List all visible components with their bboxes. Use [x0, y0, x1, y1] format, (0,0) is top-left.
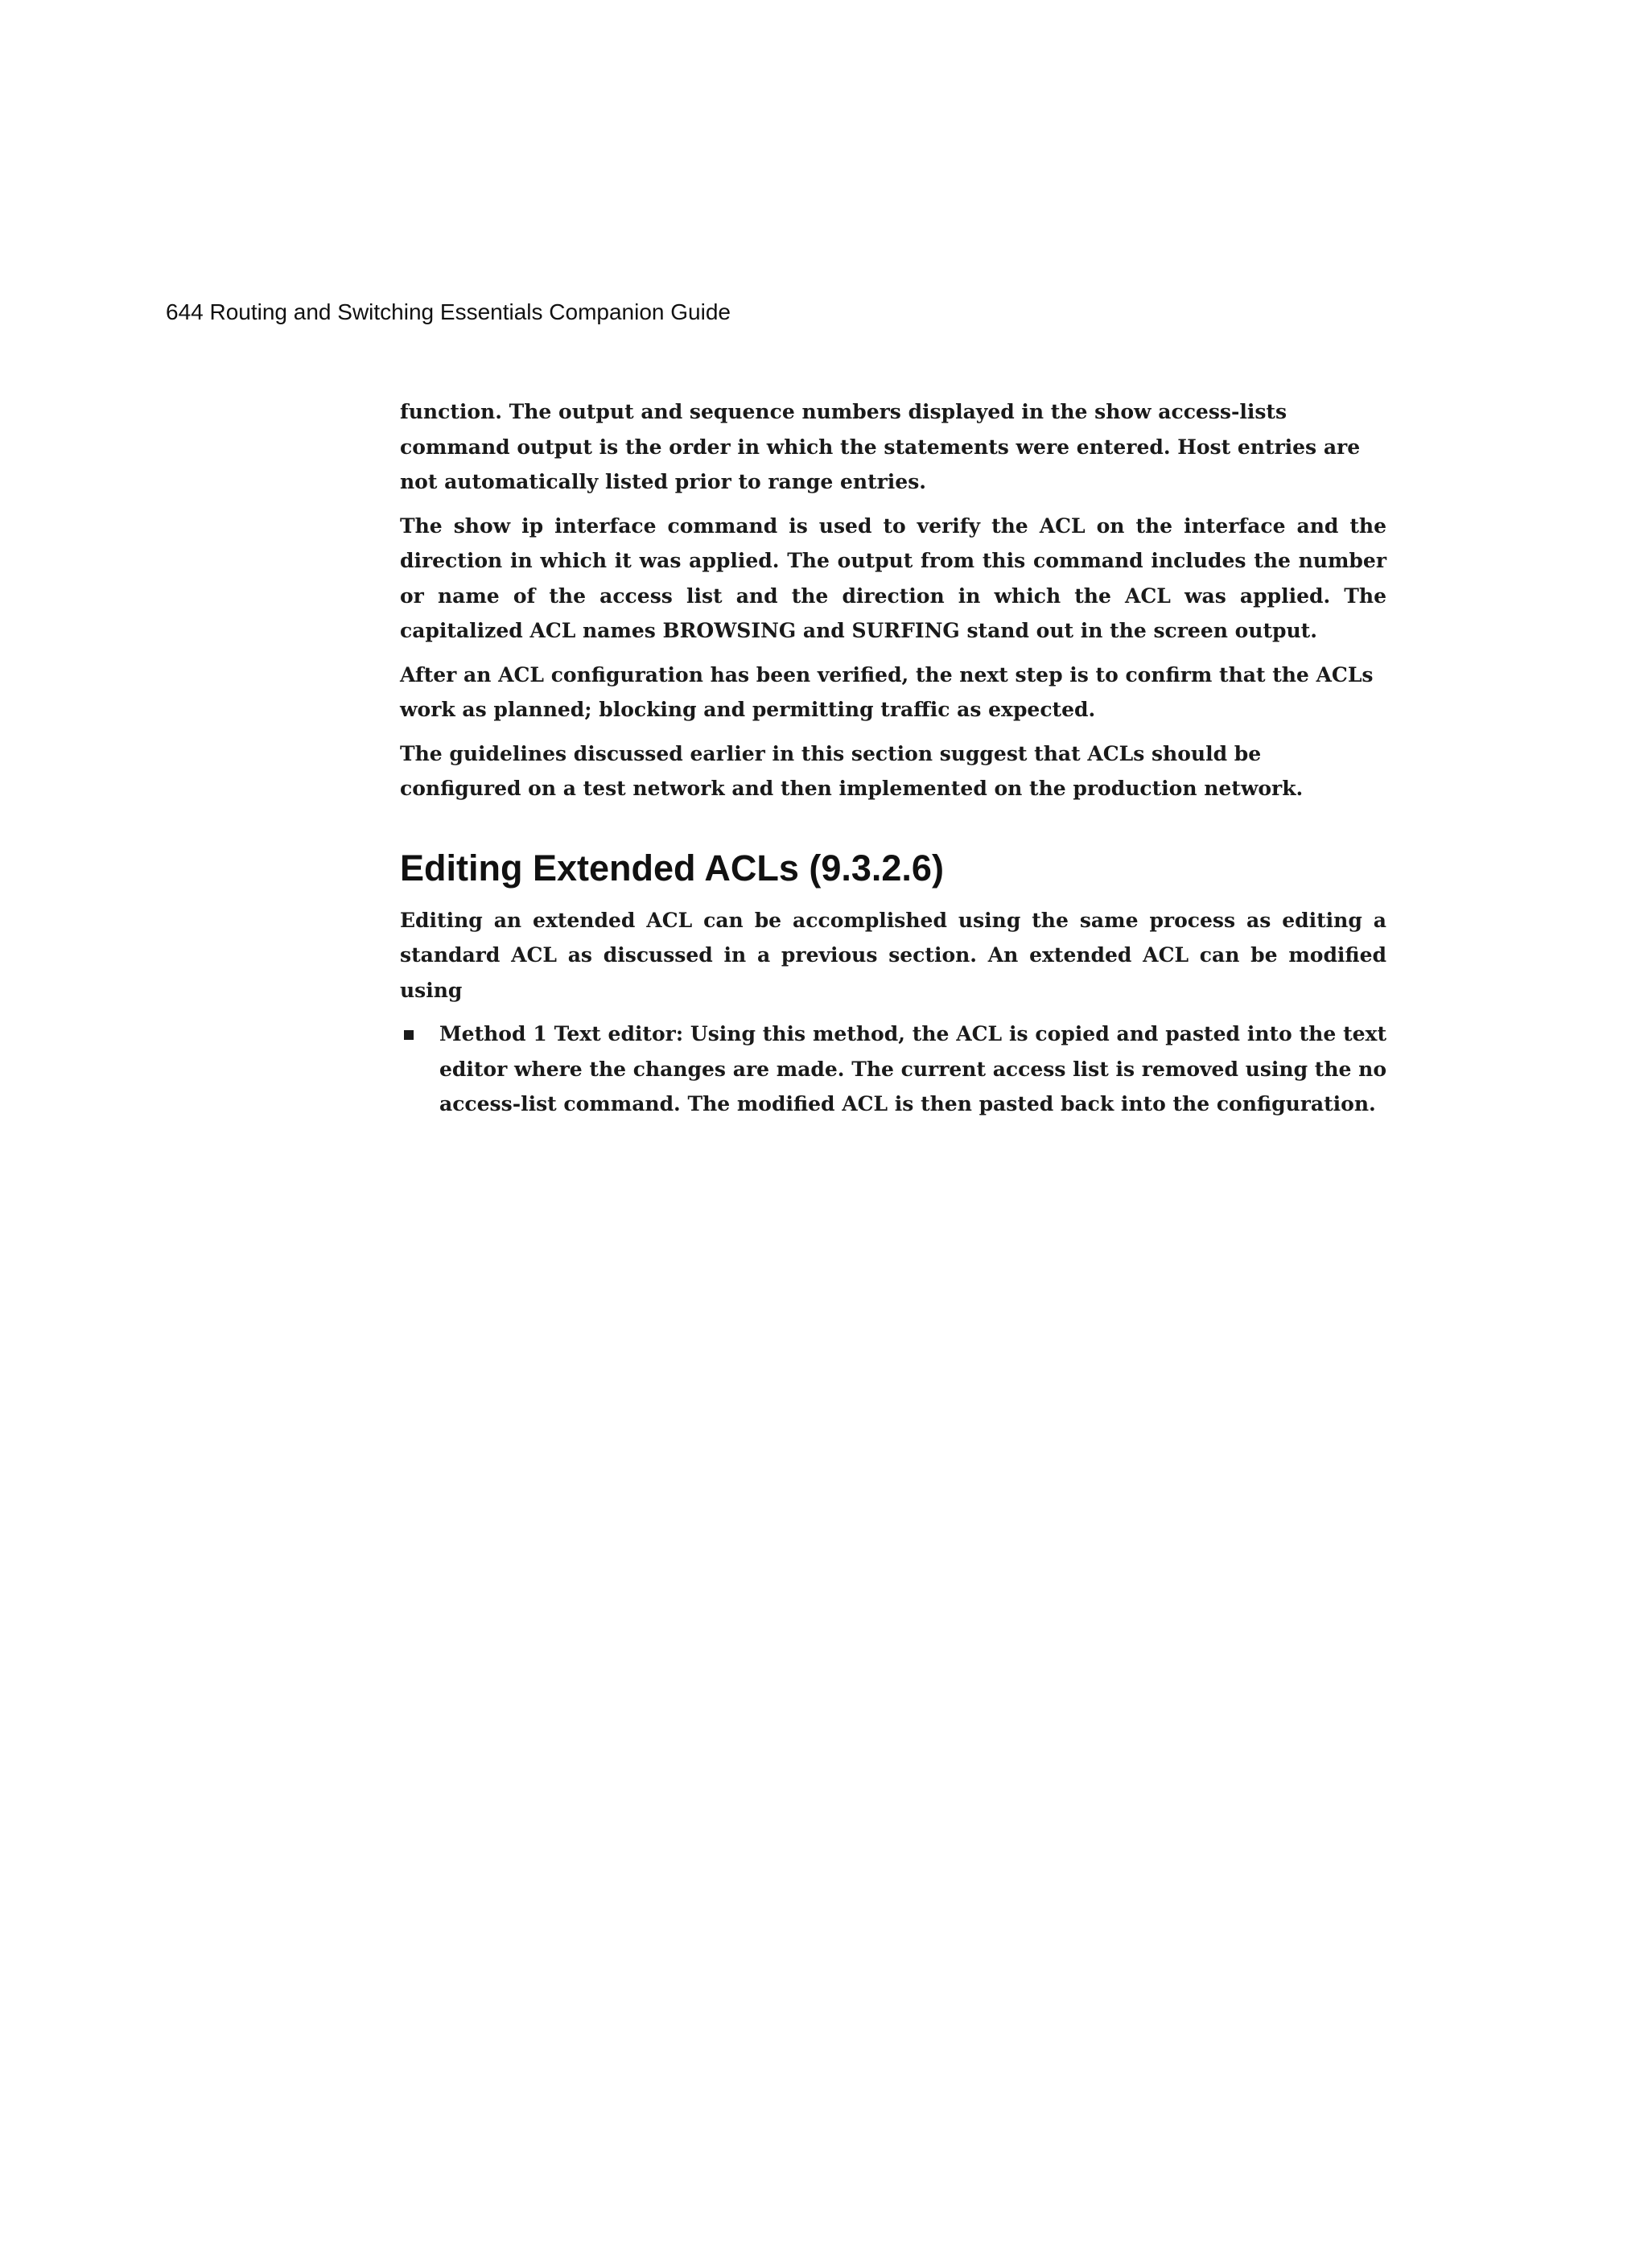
body-paragraph-2: The show ip interface command is used to verify the ACL on the interface and the direction in which it was applied. The output from this command includes the number or name of the access list and the direction in which the ACL was applied. The capitalized ACL names BROWSING and SURFING stand out in the screen output. — [400, 513, 1386, 642]
body-paragraph-1: function. The output and sequence numbers displayed in the show access-lists command output is the order in which the statements were entered. Host entries are not automatically listed prior to range entries. — [400, 400, 1361, 493]
running-header: 644 Routing and Switching Essentials Companion Guide — [166, 299, 731, 324]
section-intro-paragraph: Editing an extended ACL can be accomplished using the same process as editing a standard ACL as discussed in a previous section. An extended ACL can be modified using — [400, 908, 1386, 1002]
body-paragraph-4: The guidelines discussed earlier in this section suggest that ACLs should be configured on a test network and then implemented on the production network. — [400, 741, 1304, 800]
body-paragraph-3: After an ACL configuration has been verified, the next step is to confirm that the ACLs work as planned; blocking and permitting traffic as expected. — [400, 662, 1374, 721]
section-heading: Editing Extended ACLs (9.3.2.6) — [400, 847, 944, 889]
list-item — [400, 1016, 1386, 1122]
page-content — [400, 394, 1386, 1122]
method-list — [400, 1016, 1386, 1122]
square-bullet-icon — [404, 1030, 414, 1040]
list-item-text: Method 1 Text editor: Using this method, the ACL is copied and pasted into the text editor where the changes are made. The current access list is removed using the no access-list command. The modified ACL is then pasted back into the configuration. — [439, 1022, 1386, 1115]
